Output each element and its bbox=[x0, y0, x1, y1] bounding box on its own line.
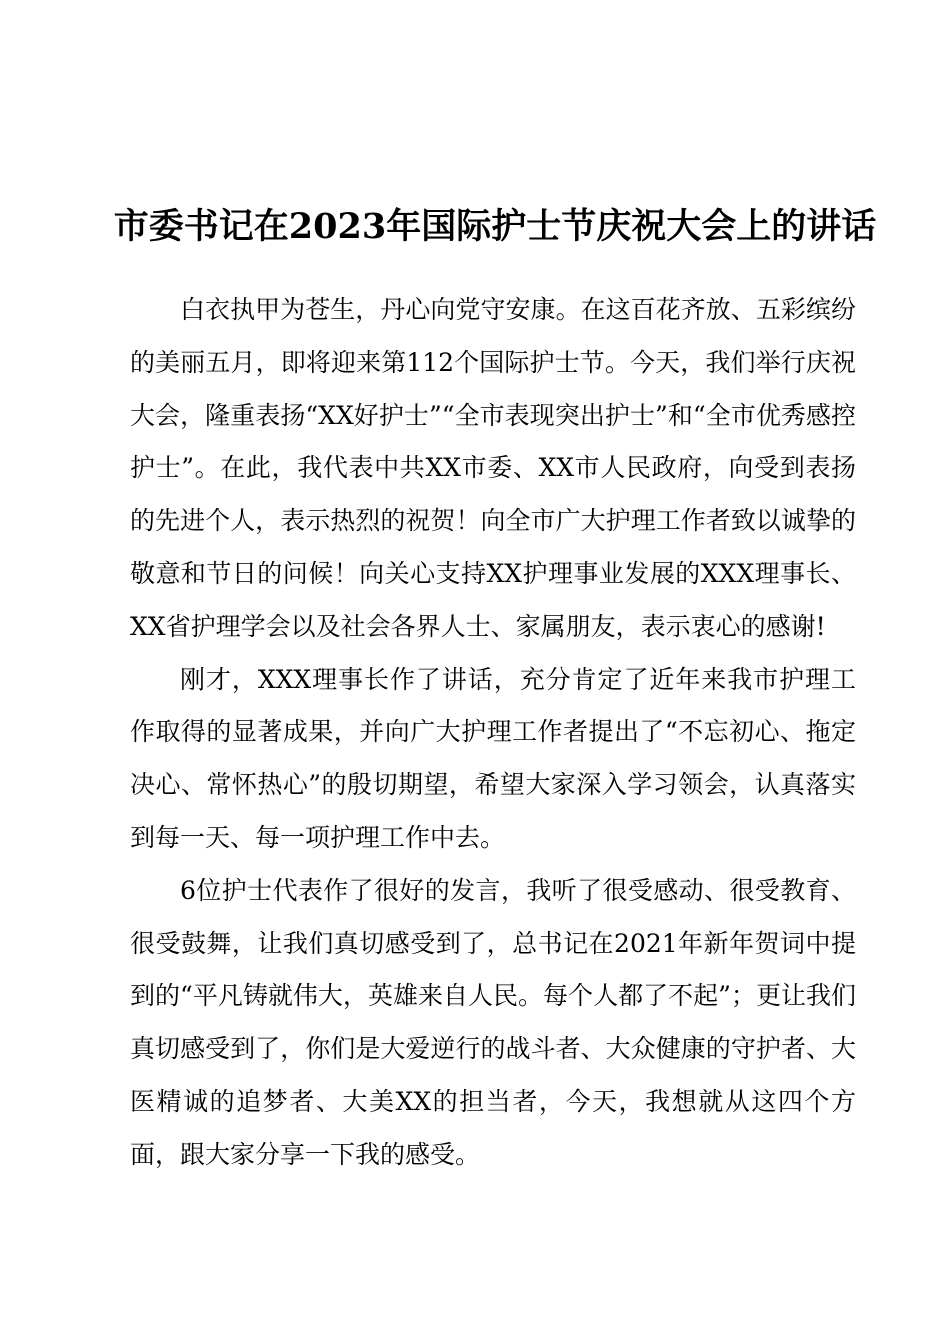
document-title: 市委书记在2023年国际护士节庆祝大会上的讲话 bbox=[113, 206, 877, 247]
paragraph-3: 6位护士代表作了很好的发言，我听了很受感动、很受教育、很受鼓舞，让我们真切感受到了，总书记在2021年新年贺词中提到的“平凡铸就伟大，英雄来自人民。每个人都了不起”；更让我们真切感受到了，你们是大爱逆行的战斗者、大众健康的守护者、大医精诚的追梦者、大美XX的担当者，今天，我想就从这四个方面，跟大家分享一下我的感受。 bbox=[130, 875, 856, 1169]
paragraph-1: 白衣执甲为苍生，丹心向党守安康。在这百花齐放、五彩缤纷的美丽五月，即将迎来第112个国际护士节。今天，我们举行庆祝大会，隆重表扬“XX好护士”“全市表现突出护士”和“全市优秀感控护士”。在此，我代表中共XX市委、XX市人民政府，向受到表扬的先进个人，表示热烈的祝贺！向全市广大护理工作者致以诚挚的敬意和节日的问候！向关心支持XX护理事业发展的XXX理事长、XX省护理学会以及社会各界人士、家属朋友，表示衷心的感谢! bbox=[130, 295, 856, 641]
paragraph-2: 刚才，XXX理事长作了讲话，充分肯定了近年来我市护理工作取得的显著成果，并向广大护理工作者提出了“不忘初心、拖定决心、常怀热心”的殷切期望，希望大家深入学习领会，认真落实到每一天、每一项护理工作中去。 bbox=[130, 664, 856, 852]
document-body bbox=[130, 284, 856, 1182]
